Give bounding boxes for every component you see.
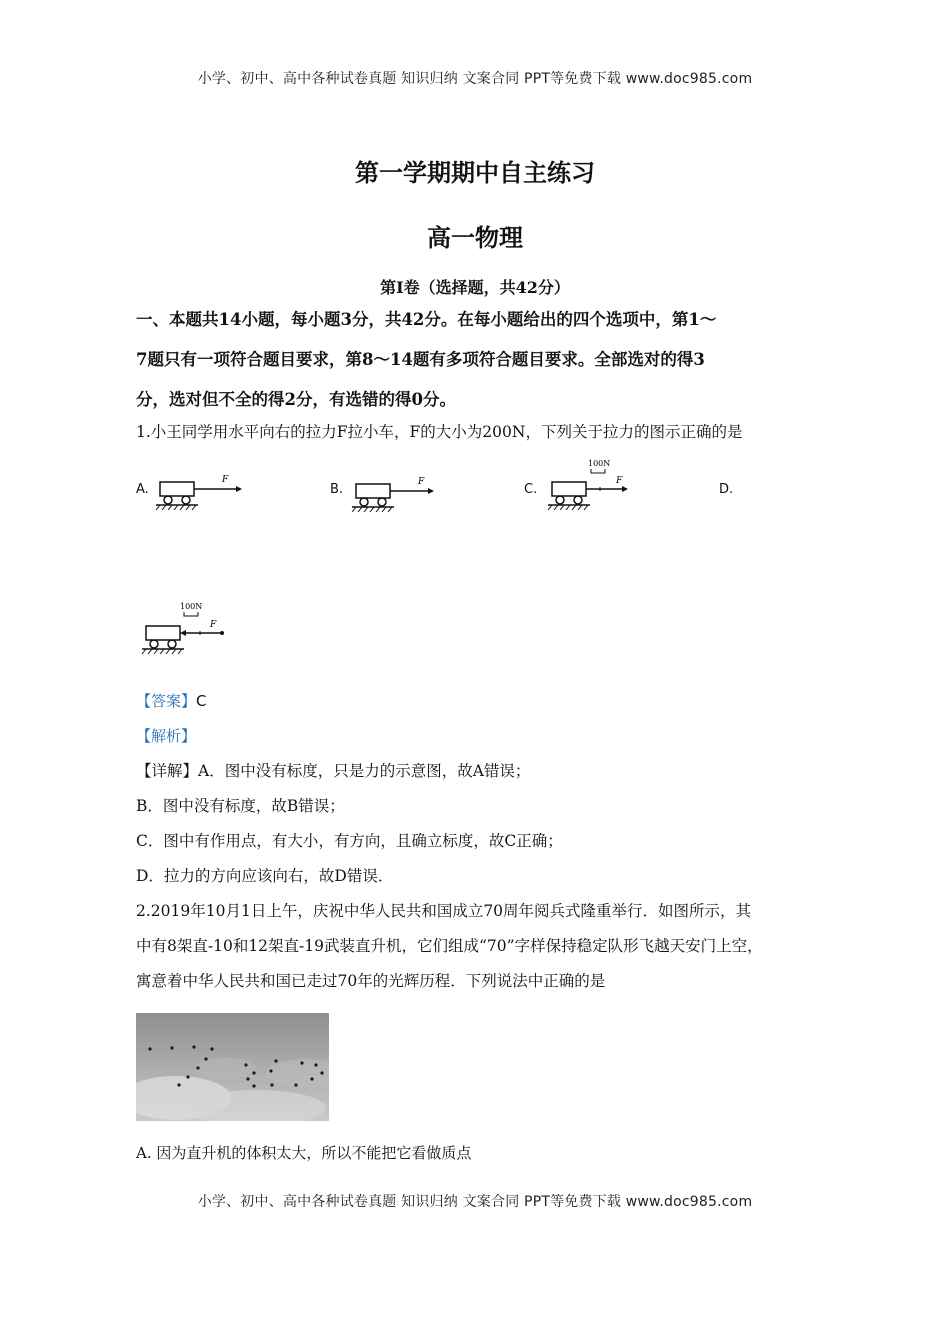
page-footer: 小学、初中、高中各种试卷真题 知识归纳 文案合同 PPT等免费下载 www.doc985.com: [197, 1194, 753, 1210]
explanation-line: C．图中有作用点，有大小，有方向，且确立标度，故C正确；: [136, 832, 563, 850]
q2-stem: [136, 894, 816, 999]
q1-answer: [136, 684, 816, 719]
cart-diagram-d: [140, 598, 235, 662]
q1-option-a: [136, 470, 246, 525]
subject-title: 高一物理: [427, 223, 523, 252]
q1-option-b: [330, 470, 450, 525]
section-line: 分，选对但不全的得2分，有选错的得0分。: [136, 390, 456, 409]
scale-label: 100N: [180, 602, 203, 611]
q1-option-d-label: D.: [719, 482, 734, 497]
q1-option-c: [524, 455, 644, 525]
part-title: 第Ⅰ卷（选择题，共42分）: [380, 278, 570, 297]
force-label: F: [616, 476, 623, 486]
analysis-tag: 【解析】: [136, 727, 197, 745]
option-label: A.: [136, 482, 149, 497]
q2-stem-line: 中有8架直-10和12架直-19武装直升机，它们组成“70”字样保持稳定队形飞越天安门上空，: [136, 937, 763, 955]
q2-stem-line: 2.2019年10月1日上午，庆祝中华人民共和国成立70周年阅兵式隆重举行．如图所示，其: [136, 902, 752, 920]
q1-stem: 1.小王同学用水平向右的拉力F拉小车，F的大小为200N，下列关于拉力的图示正确的是: [136, 423, 743, 441]
exam-title: 第一学期期中自主练习: [355, 158, 595, 187]
option-label: C.: [524, 482, 538, 497]
scale-label: 100N: [588, 459, 611, 468]
section-instructions: [136, 300, 816, 420]
cart-diagram-b: [350, 472, 445, 527]
force-label: F: [210, 620, 217, 630]
force-label: F: [418, 477, 425, 487]
q2-stem-line: 寓意着中华人民共和国已走过70年的光辉历程．下列说法中正确的是: [136, 972, 606, 990]
answer-tag: 【答案】: [136, 692, 197, 710]
q1-analysis-tag: [136, 719, 816, 754]
q2-option-a: A. 因为直升机的体积太大，所以不能把它看做质点: [136, 1144, 472, 1162]
section-line: 7题只有一项符合题目要求，第8～14题有多项符合题目要求。全部选对的得3: [136, 350, 705, 369]
answer-value: C: [196, 692, 207, 710]
explanation-line: D．拉力的方向应该向右，故D错误．: [136, 867, 394, 885]
cart-diagram-c: [546, 455, 641, 525]
q1-explanations: [136, 754, 816, 894]
helicopter-formation-photo: [136, 1013, 329, 1121]
explanation-line: 【详解】A．图中没有标度，只是力的示意图，故A错误；: [136, 762, 531, 780]
explanation-line: B．图中没有标度，故B错误；: [136, 797, 345, 815]
section-line: 一、本题共14小题，每小题3分，共42分。在每小题给出的四个选项中，第1～: [136, 310, 717, 329]
option-label: B.: [330, 482, 344, 497]
cart-diagram-a: [154, 470, 249, 525]
page-header: 小学、初中、高中各种试卷真题 知识归纳 文案合同 PPT等免费下载 www.doc985.com: [197, 71, 753, 87]
force-label: F: [222, 475, 229, 485]
